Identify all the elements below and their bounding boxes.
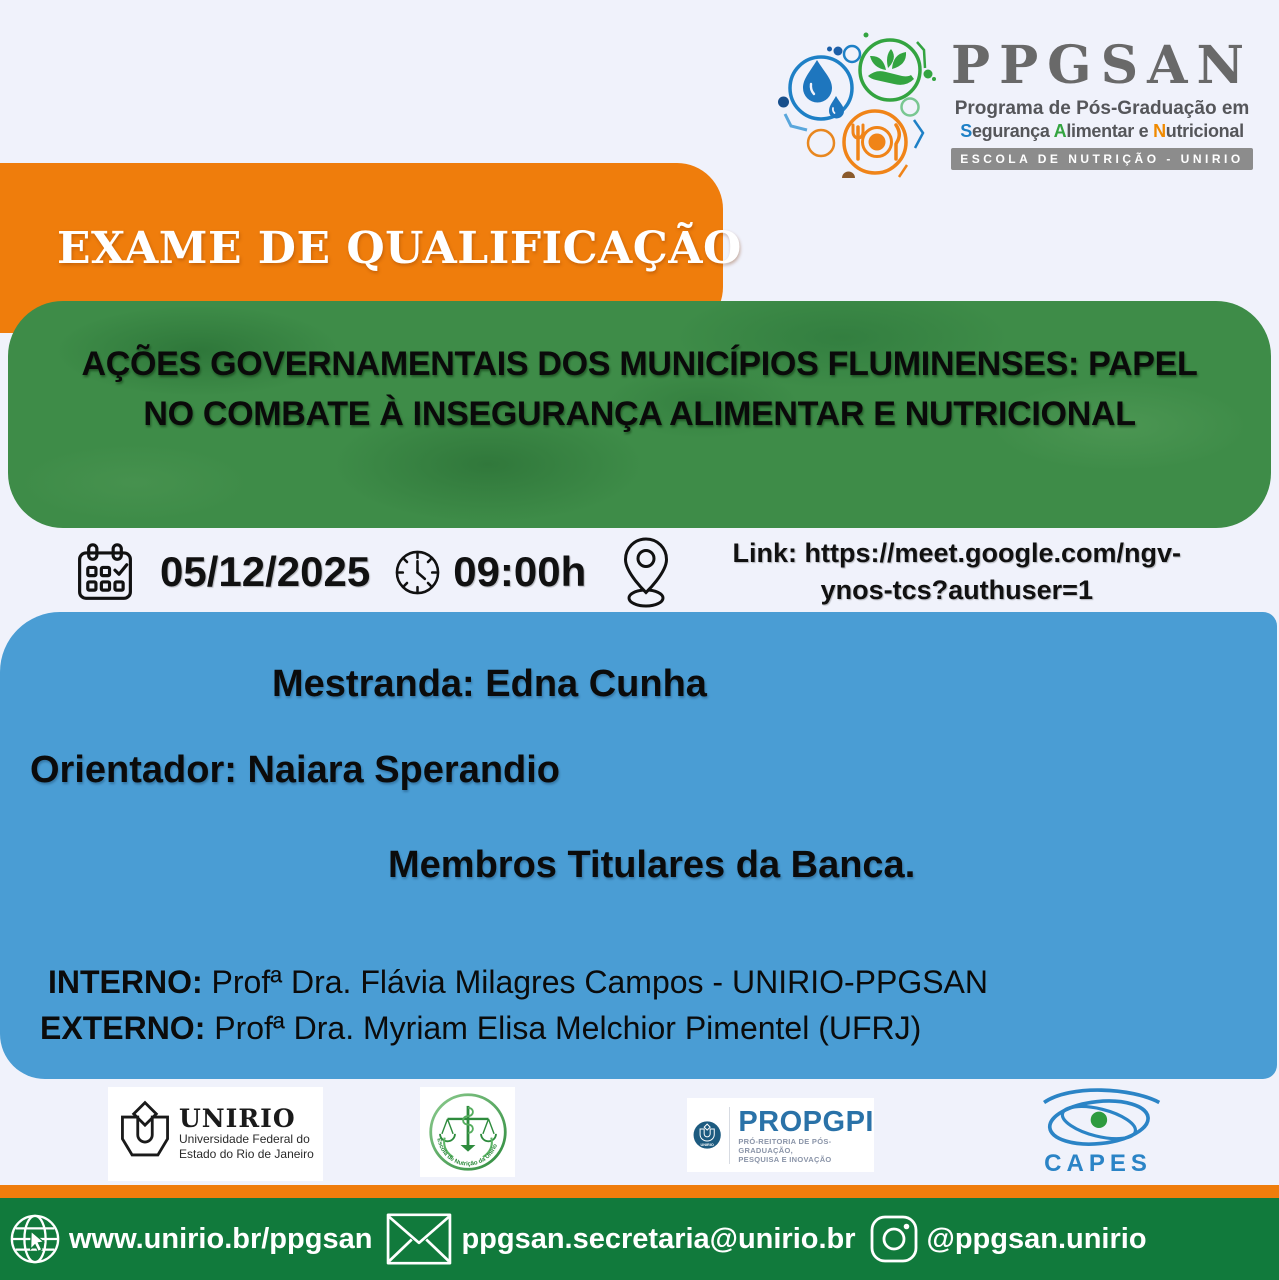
propgpi-subtitle1: PRÓ-REITORIA DE PÓS-GRADUAÇÃO, — [738, 1136, 832, 1155]
unirio-emblem-icon — [116, 1098, 174, 1170]
nutrition-school-arc-text: Escola de Nutrição da Unirio — [434, 1137, 499, 1168]
instagram-icon — [868, 1213, 920, 1265]
propgpi-name: PROPGPI — [738, 1105, 874, 1138]
footer-orange-strip — [0, 1185, 1279, 1198]
water-drop-small-icon — [829, 96, 844, 119]
propgpi-logo — [687, 1098, 874, 1172]
unirio-name: UNIRIO — [179, 1104, 296, 1133]
unirio-text — [179, 1106, 314, 1162]
nutrition-school-logo — [420, 1087, 515, 1177]
externo-label: EXTERNO: — [40, 1010, 206, 1046]
interno-label: INTERNO: — [48, 964, 203, 1000]
plant-in-hand-icon — [868, 49, 914, 85]
thesis-title-line1: AÇÕES GOVERNAMENTAIS DOS MUNICÍPIOS FLUMINENSES: PAPEL — [81, 345, 1198, 383]
committee-heading: Membros Titulares da Banca. — [388, 844, 916, 886]
footer-instagram[interactable]: @ppgsan.unirio — [926, 1222, 1147, 1255]
event-date: 05/12/2025 — [160, 548, 371, 595]
event-info-row — [0, 528, 1279, 616]
knife-icon — [896, 125, 899, 159]
propgpi-unirio-circle-icon — [693, 1109, 721, 1161]
propgpi-text — [729, 1107, 874, 1164]
externo-name: Profª Dra. Myriam Elisa Melchior Pimentel (UFRJ) — [205, 1010, 922, 1046]
interno-line — [48, 964, 988, 1001]
clock-icon — [394, 549, 441, 596]
capes-name: CAPES — [1044, 1150, 1152, 1177]
propgpi-subtitle2: PESQUISA E INOVAÇÃO — [738, 1154, 832, 1164]
globe-icon — [8, 1212, 62, 1266]
footer-bar — [0, 1198, 1279, 1280]
event-time: 09:00h — [453, 548, 587, 595]
unirio-subtitle2: Estado do Rio de Janeiro — [179, 1147, 314, 1161]
thesis-title-panel — [8, 301, 1271, 528]
exam-banner-label: EXAME DE QUALIFICAÇÃO — [57, 222, 742, 274]
ppgsan-logo-icons — [768, 26, 958, 188]
water-drop-icon — [803, 60, 832, 103]
footer-email[interactable]: ppgsan.secretaria@unirio.br — [461, 1222, 856, 1255]
brand-acronym: PPGSAN — [950, 35, 1254, 96]
brand-san-line: Segurança Alimentar e Nutricional — [960, 121, 1244, 141]
interno-name: Profª Dra. Flávia Milagres Campos - UNIRIO-PPGSAN — [202, 964, 988, 1000]
ppgsan-icon-cluster — [768, 26, 958, 188]
meeting-link-line2: ynos-tcs?authuser=1 — [820, 575, 1093, 605]
meeting-link-line1: Link: https://meet.google.com/ngv- — [732, 538, 1182, 568]
propgpi-circle-text: UNIRIO — [700, 1142, 714, 1147]
unirio-logo — [108, 1087, 323, 1181]
location-pin-icon — [620, 535, 672, 609]
externo-line — [40, 1010, 921, 1047]
envelope-icon — [384, 1210, 454, 1268]
orientador-line: Orientador: Naiara Sperandio — [30, 749, 561, 791]
meeting-link[interactable] — [684, 535, 1229, 609]
unirio-subtitle1: Universidade Federal do — [179, 1132, 310, 1146]
committee-panel — [0, 612, 1277, 1079]
brand-program-line: Programa de Pós-Graduação em — [954, 98, 1250, 119]
capes-emblem-icon — [1023, 1086, 1173, 1150]
thesis-title-line2: NO COMBATE À INSEGURANÇA ALIMENTAR E NUTRICIONAL — [143, 395, 1136, 433]
mestranda-line: Mestranda: Edna Cunha — [272, 663, 707, 705]
plant-in-hand-circle-icon — [860, 40, 920, 100]
capes-logo — [1018, 1086, 1178, 1178]
calendar-icon — [76, 542, 134, 602]
nutrition-school-emblem-icon — [427, 1091, 509, 1173]
brand-school-bar: ESCOLA DE NUTRIÇÃO - UNIRIO — [951, 148, 1252, 170]
footer-website[interactable]: www.unirio.br/ppgsan — [69, 1222, 373, 1255]
ppgsan-logo-text — [946, 35, 1258, 170]
